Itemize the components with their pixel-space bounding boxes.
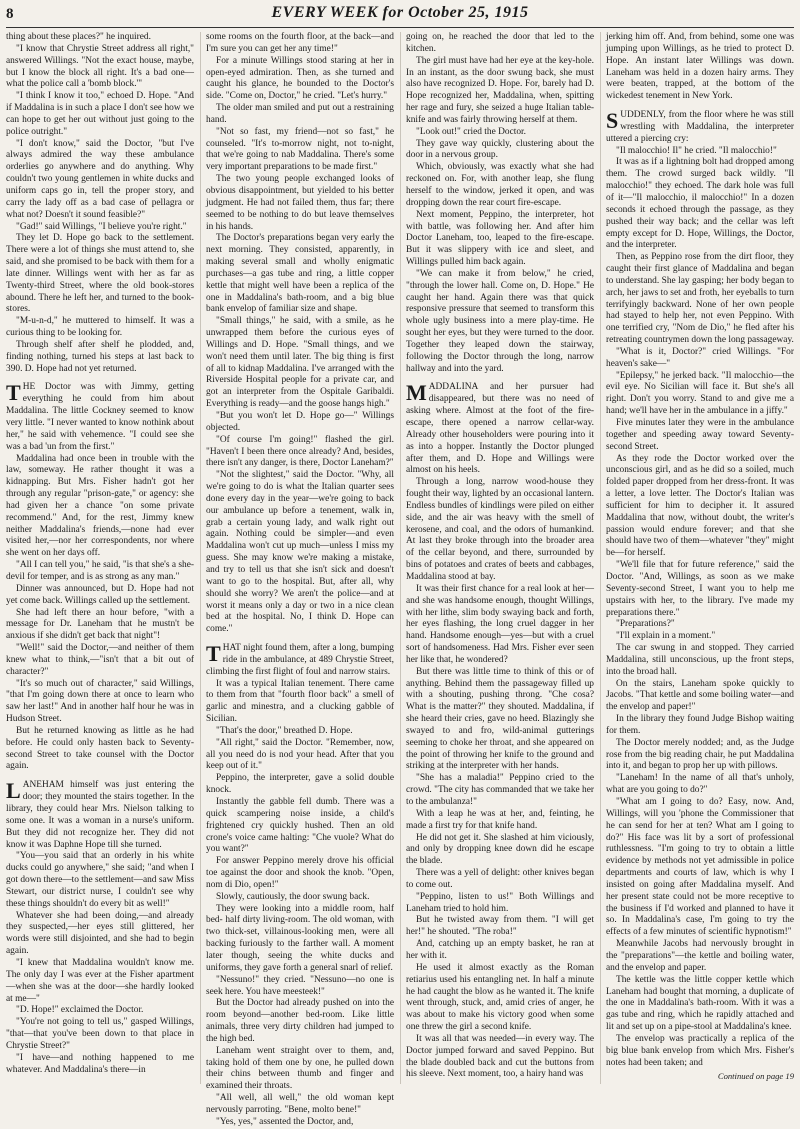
column-4: [600, 32, 794, 1084]
paragraph: They were looking into a middle room, half bed- half dirty living-room. The old woman, with two thick-set, villainous-looking men, were all backing furiously to the farther wall. A moment later though, seeing the white ducks and uniforms, they gave forth a general snarl of relief.: [206, 903, 394, 973]
paragraph: "Small things," he said, with a smile, as he unwrapped them before the curious eyes of Willings and D. Hope. "Small things, and we won't need them until later. The big thing is first of all to kidnap Maddalina. I've arranged with the Riverside Hospital people for a private car, and got an interpreter from the Ospitale Garibaldi. Everything is ready—and the goose hangs high.": [206, 316, 394, 410]
column-4-paragraphs: [606, 32, 794, 1069]
paragraph: "Look out!" cried the Doctor.: [416, 126, 526, 137]
paragraph: Through a long, narrow wood-house they fought their way, lighted by an occasional lantern. Endless bundles of kindlings were piled on either side, and the air was heavy with the smell of kerosene, and coal, and the odors of humankind. At last they broke through into the broader area of the cellar beyond, and there, surrounded by bins of potatoes and crates of beets and cabbages, Maddalina stood at bay.: [406, 477, 594, 582]
text-columns: [6, 32, 794, 1127]
paragraph: But there was little time to think of this or of anything. Behind them the passageway filled up with a shouting, pushing throng. "Che cosa? What is the matter?" they shouted. Maddalina, if she heard their cries, gave no heed. Blazingly she swayed to and fro, wild-animal gutterings seeming to choke her throat, and she appeared on the point of throwing her knife to the ground and striking at the interpreter with her hands.: [406, 666, 594, 772]
paragraph: He did not get it. She slashed at him viciously, and only by dropping knee down did he escape the blade.: [406, 832, 594, 867]
paragraph: jerking him off. And, from behind, some one was jumping upon Willings, as he tried to protect D. Hope. An instant later Willings was down. Laneham was held in a dozen hairy arms. They were beaten, trapped, at the bottom of the wickedest tenement in New York.: [606, 32, 794, 102]
paragraph: "It's so much out of character," said Willings, "that I'm going down there at once to learn who saw her last!" And in another half hour he was in Hudson Street.: [6, 678, 194, 725]
paragraph: "You're not going to tell us," gasped Willings, "that—that you've been down to that place in Chrystie Street?": [6, 1017, 194, 1051]
paragraph: But the Doctor had already pushed on into the room beyond—another bed-room. Like little animals, three very dirty children had jumped to the high bed.: [206, 998, 394, 1044]
paragraph: Then, as Peppino rose from the dirt floor, they caught their first glance of Maddalina and began to understand. She lay gasping; her body began to arch, her jaws to set and froth, her eyeballs to turn terrifyingly backward. None of her own people had stayed to help her, not even Peppino. With one terrified cry, "Nom de Dio," he fled after his retreating countrymen down the long passageway.: [606, 252, 794, 346]
paragraph: On the stairs, Laneham spoke quickly to Jacobs. "That kettle and some boiling water—and the envelop and paper!": [606, 678, 794, 713]
paragraph: Maddalina had once been in trouble with the law, someway. He rather thought it was a kidnapping. But Mrs. Fisher hadn't got her through any regular "prison-gate," or agency: she had given her a chance "on some private recommend." And, for the rest, Jimmy knew neither Maddalina's friends,—none had ever visited her,—nor her correspondents, nor where she went on her days off.: [6, 453, 194, 559]
paragraph: They let D. Hope go back to the settlement. There were a lot of things she must attend to, she said, and she promised to be back with them for a late dinner. Willings went with her as far as Twenty-third Street, where the old book-stores abound. There he left her, and turned to the book-stores.: [6, 233, 194, 315]
paragraph: The kettle was the little copper kettle which Laneham had bought that morning, a duplicate of the one in Maddalina's bath-room. With it was a gas tube and ring, which he rapidly attached and lit and set up on a pipe-stool at Maddalina's knee.: [606, 974, 794, 1033]
paragraph: Meanwhile Jacobs had nervously brought in the "preparations"—the kettle and boiling water, and the envelop and paper.: [606, 939, 794, 973]
paragraph: "I have—and nothing happened to me whatever. And Maddalina's there—in: [6, 1052, 194, 1075]
paragraph: It was their first chance for a real look at her—and she was handsome enough, thought Willings, with her lithe, slim body swaying back and forth, her eyes flashing, the long cruel dagger in her hand. Handsome enough—yes—but with a cruel sort of handsomeness. Had Mrs. Fisher ever seen her like that, he wondered?: [406, 583, 594, 665]
paragraph: In the library they found Judge Bishop waiting for them.: [606, 714, 794, 736]
continued-note: Continued on page 19: [717, 1071, 794, 1082]
paragraph: "All well, all well," the old woman kept nervously parroting. "Bene, molto bene!": [206, 1093, 394, 1115]
paragraph: Which, obviously, was exactly what she had reckoned on. For, with another leap, she flung herself to the window, jerked it open, and was dropping down the rear court fire-escape.: [406, 162, 594, 208]
paragraph: THAT night found them, after a long, bumping ride in the ambulance, at 489 Chrystie Street, climbing the first flight of foul and narrow stairs.: [206, 641, 394, 677]
column-1: [6, 32, 194, 1084]
paragraph: "What am I going to do? Easy, now. And, Willings, will you 'phone the Commissioner that he can send for her at ten? What am I going to do?" His face was lit by a sort of professional ruthlessness. "I'm going to try to obtain a little evidence by methods not yet admissible in police departments and courts of law, which is why I insisted on going after Maddalina myself. And her present state could not be more receptive to the business if I'd worked and planned to have it so. In Maddalina's case, I'm going to try the effects of a few minutes of scientific hypnotism!": [606, 797, 794, 938]
paragraph: SUDDENLY, from the floor where he was still wrestling with Maddalina, the interpreter uttered a piercing cry:: [606, 108, 794, 144]
paragraph: Laneham went straight over to them, and, taking hold of them one by one, he pulled down their chins between thumb and finger and examined their throats.: [206, 1045, 394, 1092]
paragraph: It was all that was needed—in every way. The Doctor jumped forward and saved Peppino. But the blade doubled back and cut the buttons from his sleeve. Next moment, too, a hairy hand was: [406, 1033, 594, 1080]
paragraph: But he twisted away from them. "I will get her!" he shouted. "The roba!": [406, 915, 594, 938]
paragraph: The Doctor's preparations began very early the next morning. They consisted, apparently, in making several small and wholly enigmatic purchases—a gas tube and ring, a little copper kettle that might well have been a replica of the one in Maddalina's bath-room, and a big blue bank envelop of familiar size and shape.: [206, 233, 394, 315]
paragraph: Instantly the gabble fell dumb. There was a quick scampering noise inside, a child's frightened cry quickly hushed. Then an old crone's voice came halting: "Che vuole? What do you want?": [206, 797, 394, 855]
paragraph: For answer Peppino merely drove his official toe against the door and shook the knob. "Open, nom di Dio, open!": [206, 856, 394, 890]
column-3: [400, 32, 594, 1084]
paragraph: Next moment, Peppino, the interpreter, hot with battle, was following her. And after him Doctor Laneham, too, leaped to the fire-escape. But it was slippery with ice and sleet, and Willings pulled him back again.: [406, 209, 594, 268]
paragraph: "Preparations?": [616, 619, 675, 630]
paragraph: The car swung in and stopped. They carried Maddalina, still unconscious, up the front steps, into the broad hall.: [606, 643, 794, 677]
paragraph: "D. Hope!" exclaimed the Doctor.: [16, 1005, 144, 1016]
paragraph: some rooms on the fourth floor, at the back—and I'm sure you can get her any time!": [206, 32, 394, 54]
paragraph: "M-u-n-d," he muttered to himself. It was a curious thing to be looking for.: [6, 316, 194, 339]
paragraph: "That's the door," breathed D. Hope.: [216, 725, 353, 736]
column-2: [200, 32, 394, 1127]
paragraph: "Well!" said the Doctor,—and neither of them knew what to think,—"isn't that a bit out of character?": [6, 643, 194, 677]
paragraph: "I think I know it too," echoed D. Hope. "And if Maddalina is in such a place I don't see how we can hope to get her out without just going to the police outright.": [6, 91, 194, 137]
paragraph: "You—you said that an orderly in his white ducks could go anywhere," she said; "and when I got down there—to the settlement—and saw Miss Stewart, our district nurse, I couldn't see why these things shouldn't do every bit as well!": [6, 851, 194, 909]
paragraph: There was a yell of delight: other knives began to come out.: [406, 868, 594, 890]
paragraph: He used it almost exactly as the Roman retiarius used his entangling net. In half a minute he had caught the blow as he wanted it. The knife went through, stuck, and, amid cries of anger, he was about to make his victory good when some one threw the girl a second knife.: [406, 962, 594, 1033]
header-rule: [6, 27, 794, 28]
running-head: EVERY WEEK for October 25, 1915: [271, 4, 529, 21]
drop-cap: S: [606, 108, 619, 134]
paragraph: "Gad!" said Willings, "I believe you're right.": [16, 221, 187, 232]
paragraph: "All right," said the Doctor. "Remember, now, all you need do is nod your head. After that you keep out of it.": [206, 737, 394, 772]
drop-cap: T: [6, 380, 21, 406]
paragraph: The envelop was practically a replica of the big blue bank envelop from which Mrs. Fisher's notes had been taken; and: [606, 1033, 794, 1068]
paragraph: "Epilepsy," he jerked back. "Il malocchio—the evil eye. No Sicilian will face it. But she's all right. Don't you worry. Stand to and give me a hand; we'll have her in the ambulance in a jiffy.": [606, 370, 794, 417]
paragraph: going on, he reached the door that led to the kitchen.: [406, 32, 594, 54]
paragraph: thing about these places?" he inquired.: [6, 32, 151, 42]
paragraph: But he returned knowing as little as he had before. He could only hasten back to Seventy-second Street to take counsel with the Doctor again.: [6, 725, 194, 772]
paragraph: Whatever she had been doing,—and already they suspected,—her eyes still glittered, her words were still disjointed, and she had to begin again.: [6, 910, 194, 957]
paragraph: "Laneham! In the name of all that's unholy, what are you going to do?": [606, 773, 794, 796]
paragraph: The Doctor merely nodded; and, as the Judge rose from the big reading chair, he put Maddalina into it, and began to prop her up with pillows.: [606, 737, 794, 772]
paragraph: "But you won't let D. Hope go—" Willings objected.: [206, 411, 394, 433]
paragraph: "Peppino, listen to us!" Both Willings and Laneham tried to hold him.: [406, 891, 594, 914]
page-number: 8: [6, 6, 14, 22]
paragraph: MADDALINA and her pursuer had disappeared, but there was no need of asking where. Almost at the foot of the fire-escape, there opened a narrow cellar-way. Already other householders were pouring into it as into a hopper. Instantly the Doctor plunged after them, and D. Hope and Willings were almost on his heels.: [406, 380, 594, 476]
paragraph: Through shelf after shelf he plodded, and, finding nothing, turned his steps at last back to 390. D. Hope had not yet returned.: [6, 339, 194, 374]
paragraph: LANEHAM himself was just entering the door; they mounted the stairs together. In the library, they could hear Mrs. Nielson talking to some one. It was a woman in a nurse's uniform. But they did not recognize her. They did not know it was Daphne Hope till she turned.: [6, 778, 194, 850]
paragraph: They gave way quickly, clustering about the door in a nervous group.: [406, 138, 594, 161]
paragraph: "We can make it from below," he cried, "through the lower hall. Come on, D. Hope." He caught her hand. Again there was that quick responsive pressure that seemed to transform this whole ugly business into a mere play-time. He sought her eyes, but they were turned to the door. Together they leaped down the stairway, following the Doctor through the long, narrow hallway and into the yard.: [406, 268, 594, 374]
paragraph: "Not so fast, my friend—not so fast," he counseled. "It's to-morrow night, not to-night, that we're going to nab Maddalina. There's some very important preparations to be made first.": [206, 126, 394, 173]
page-header: [6, 2, 794, 28]
paragraph: The two young people exchanged looks of obvious disappointment, but yielded to his better judgment. He had not failed them, thus far; there seemed to be nothing to do but leave themselves in his hands.: [206, 174, 394, 232]
paragraph: "I don't know," said the Doctor, "but I've always admired the way these ambulance orderlies go anywhere and do anything. Why couldn't two young gentlemen in white ducks and uniform caps go in, tell the proper story, and carry the lady off as a bad case of pellagra or what not? Doesn't it sound feasible?": [6, 138, 194, 220]
paragraph: "We'll file that for future reference," said the Doctor. "And, Willings, as soon as we make Seventy-second Street, I want you to help me upstairs with her, to the library. I've made my preparations there.": [606, 560, 794, 618]
paragraph: Five minutes later they were in the ambulance together and speeding away toward Seventy-second Street.: [606, 418, 794, 452]
paragraph: "She has a maladia!" Peppino cried to the crowd. "The city has commanded that we take her to the ambulanza!": [406, 773, 594, 807]
paragraph: As they rode the Doctor worked over the unconscious girl, and as he did so a soiled, much folded paper dropped from her dress-front. It was a letter, a love letter. The Doctor's Italian was sufficient for him to decipher it. It assured Maddalina that now, without doubt, the writer's passion would endure forever; and that she should have two of them—whatever "they" might be—for herself.: [606, 453, 794, 559]
paragraph: "Il malocchio! Il" he cried. "Il malocchio!": [616, 145, 777, 156]
paragraph: "Yes, yes," assented the Doctor, and,: [216, 1116, 354, 1127]
paragraph: "Of course I'm going!" flashed the girl. "Haven't I been there once already? And, besides, there isn't any danger, is there, Doctor Laneham?": [206, 434, 394, 469]
paragraph: "What is it, Doctor?" cried Willings. "For heaven's sake—": [606, 346, 794, 369]
paragraph: Peppino, the interpreter, gave a solid double knock.: [206, 773, 394, 796]
paragraph: "Not the slightest," said the Doctor. "Why, all we're going to do is what the Italian quarter sees done every day in the year—we're going to back our ambulance up before a tenement, walk in, grab a certain young lady, and walk right out again. Nothing could be simpler—and even Maddalina won't cut up much—unless I miss my guess. She may know we're making a mistake, and try to tell us that she isn't sick and doesn't want to go to the hospital. But, after all, why should she worry? We aren't the police—and at worst it means only a day or two in a nice clean bed at the hospital. No, I think D. Hope can come.": [206, 470, 394, 635]
paragraph: The older man smiled and put out a restraining hand.: [206, 103, 394, 125]
paragraph: And, catching up an empty basket, he ran at her with it.: [406, 939, 594, 961]
paragraph: "Nessuno!" they cried. "Nessuno—no one is seek here. You have meesteek!": [206, 974, 394, 997]
drop-cap: T: [206, 641, 221, 667]
paragraph: "I'll explain in a moment.": [616, 631, 716, 642]
paragraph: "I knew that Maddalina wouldn't know me. The only day I was ever at the Fisher apartment—when she was at the door—she hardly looked at me—": [6, 957, 194, 1004]
paragraph: It was a typical Italian tenement. There came to them from that "fourth floor back" a smell of garlic and minestra, and a clucking gabble of Sicilian.: [206, 678, 394, 725]
paragraph: THE Doctor was with Jimmy, getting everything he could from him about Maddalina. The little Cockney seemed to know very little. "I never wanted to know nothink about her," he said with vehemence. "I could see she was a bad 'un from the first.": [6, 380, 194, 452]
drop-cap: L: [6, 778, 21, 804]
paragraph: Slowly, cautiously, the door swung back.: [216, 891, 370, 902]
paragraph: "All I can tell you," he said, "is that she's a she-devil for temper, and is as strong as any man.": [6, 560, 194, 582]
paragraph: With a leap he was at her, and, feinting, he made a first try for that knife hand.: [406, 808, 594, 831]
drop-cap: M: [406, 380, 427, 406]
paragraph: Dinner was announced, but D. Hope had not yet come back. Willings called up the settlement.: [6, 583, 194, 606]
paragraph: "I know that Chrystie Street address all right," answered Willings. "Not the exact house, maybe, but I know the block all right. It's a bad one—what the police call a 'bomb block.'": [6, 43, 194, 90]
paragraph: The girl must have had her eye at the key-hole. In an instant, as the door swung back, she must also have recognized D. Hope. For, barely had D. Hope recognized her, Maddalina, when, spitting her rage and fury, she seized a huge Italian table-knife and was fairly throwing herself at them.: [406, 55, 594, 125]
paragraph: For a minute Willings stood staring at her in open-eyed admiration. Then, as she turned and caught his glance, he bounded to the Doctor's side. "Come on, Doctor," he cried. "Let's hurry.": [206, 55, 394, 102]
paragraph: It was as if a lightning bolt had dropped among them. The crowd surged back wildly. "Il malocchio!" they echoed. The dark hole was full of it—"Il malocchio, il malocchio!" In a dozen seconds it echoed through the passage, as they pushed their way back; and the cellar was left empty except for D. Hope, Willings, the Doctor, and the interpreter.: [606, 157, 794, 251]
paragraph: She had left there an hour before, "with a message for Dr. Laneham that he mustn't be anxious if she didn't get back that night"!: [6, 607, 194, 642]
